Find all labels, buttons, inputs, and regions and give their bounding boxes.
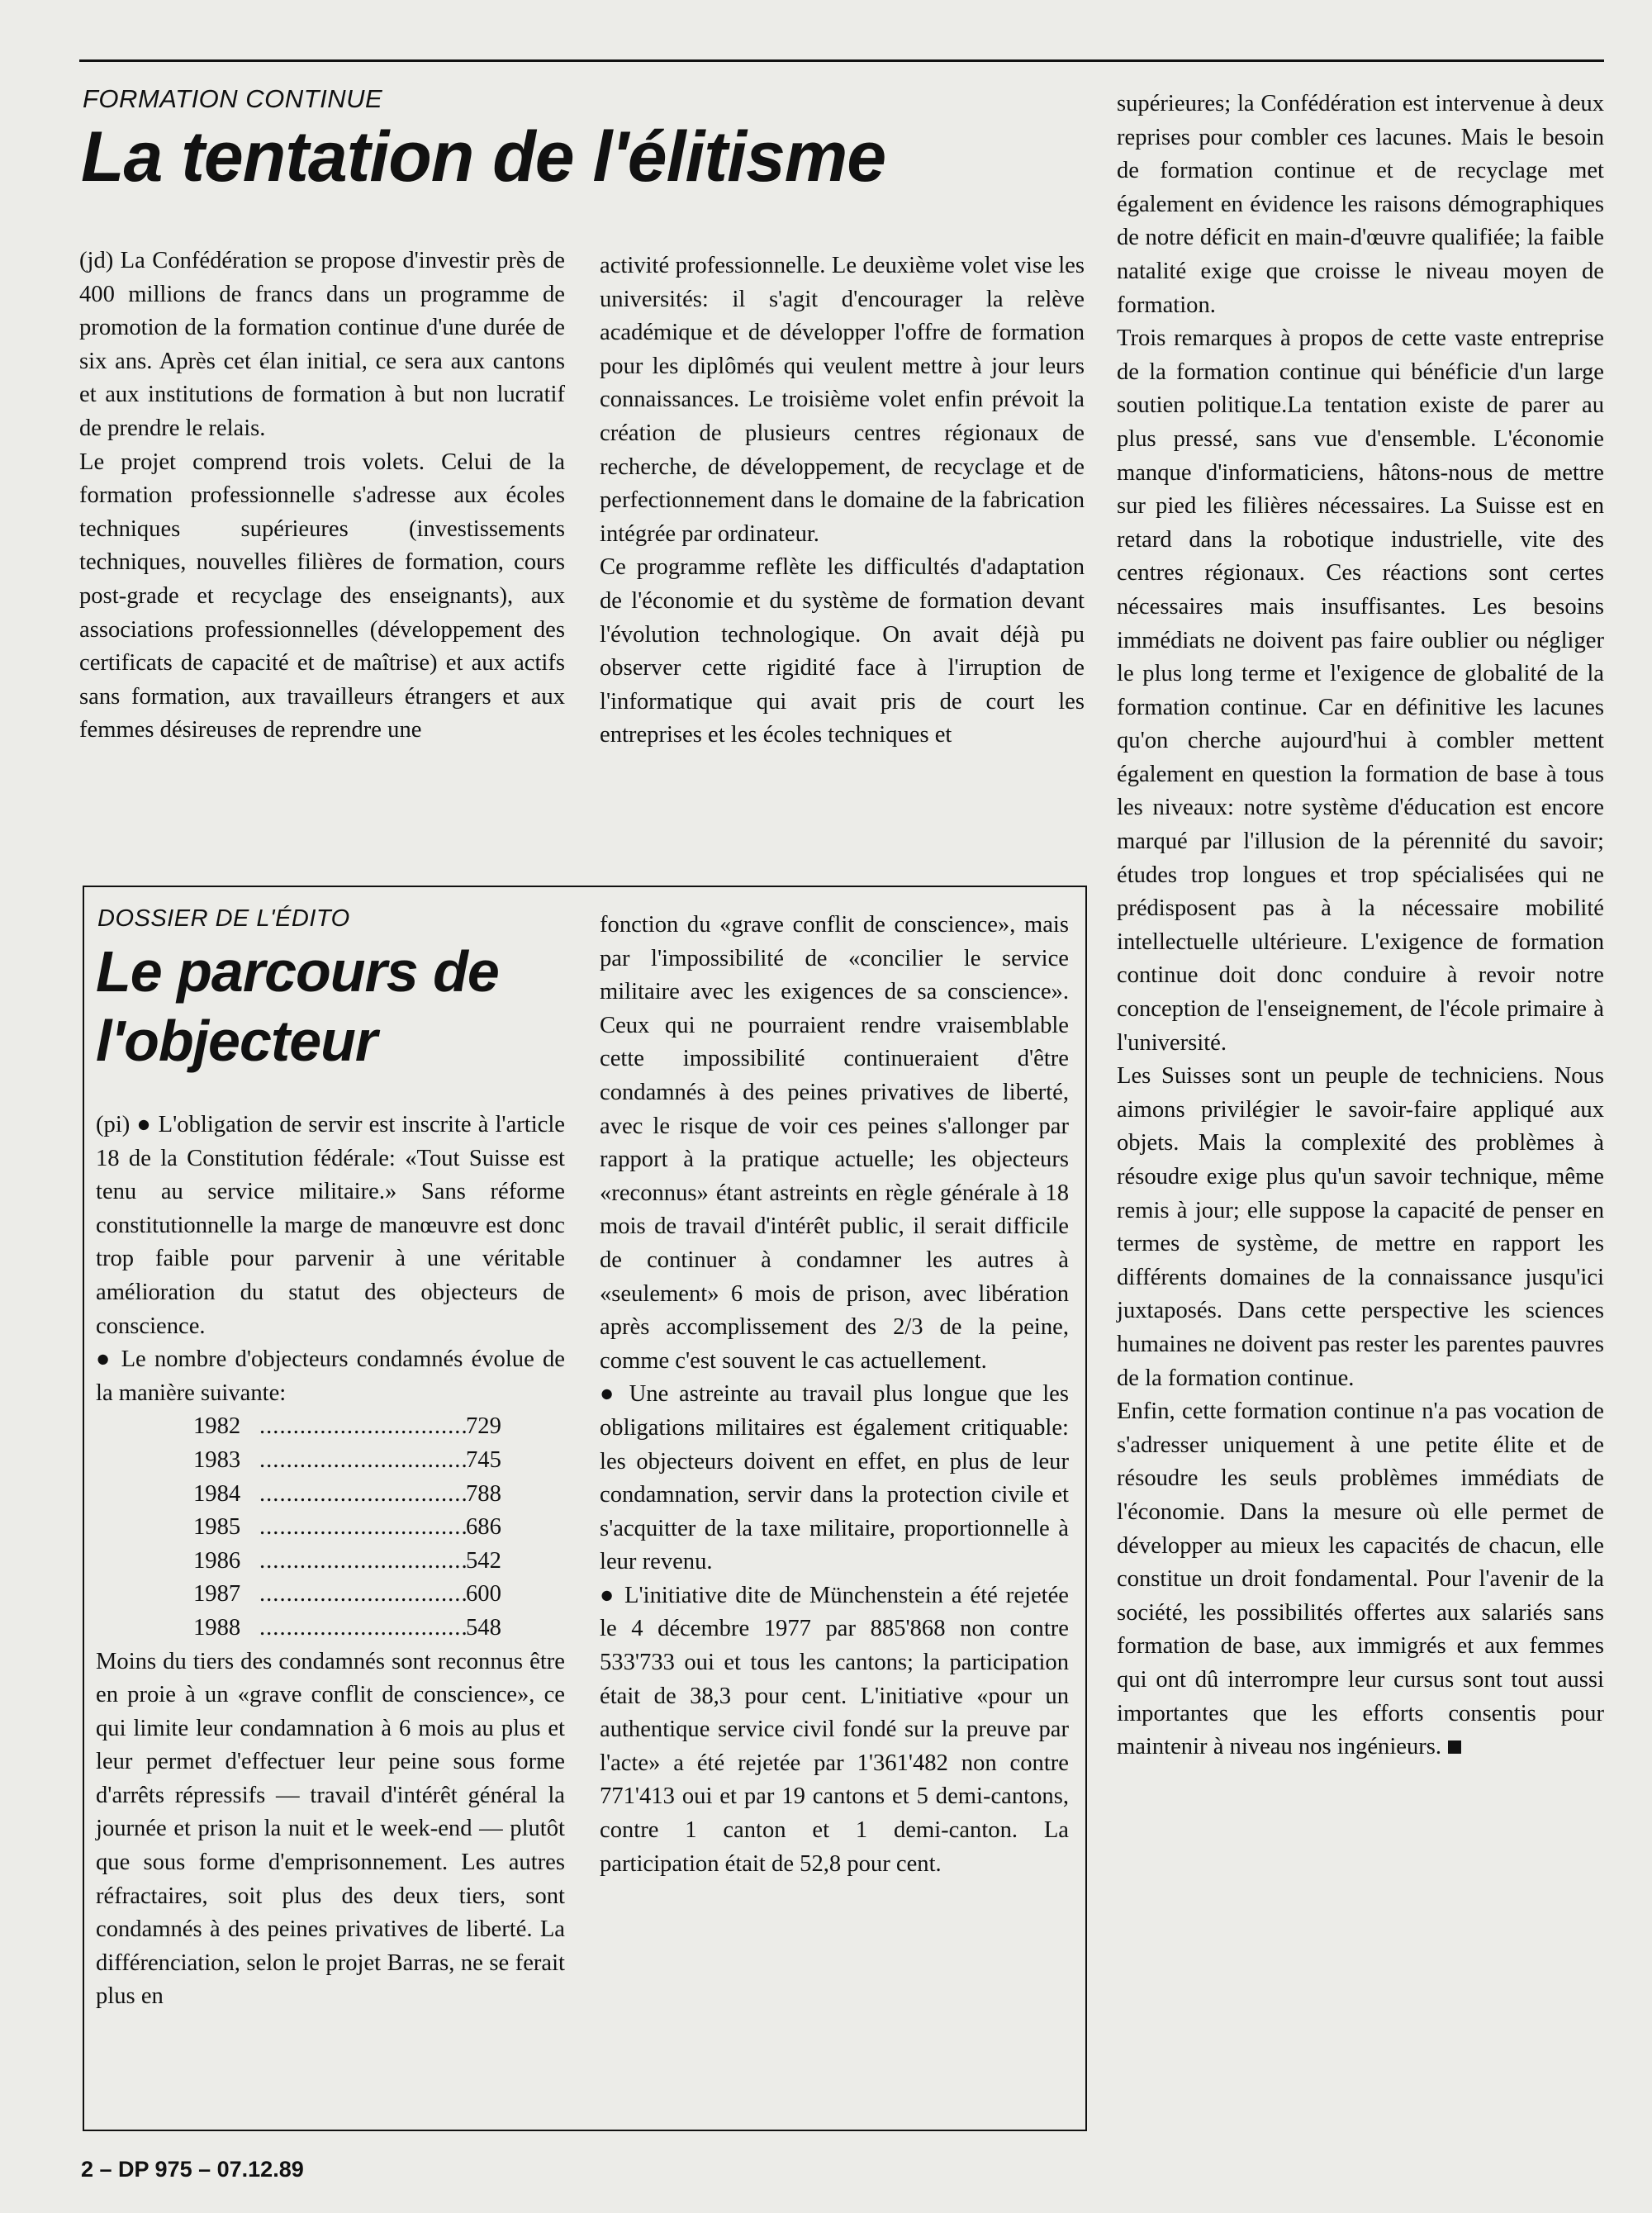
paragraph: Le projet comprend trois volets. Celui de la formation professionnelle s'adresse aux écoles techniques supérieures (investissements techniques, nouvelles filières de formation, cours post-grade et recyclage des enseignants), aux associations professionnelles (développement des certificats de capacité et de maîtrise) et aux actifs sans formation, aux travailleurs étrangers et aux femmes désireuses de reprendre une [79, 449, 565, 743]
stats-row [96, 1444, 515, 1478]
stats-leader-dots [259, 1545, 466, 1579]
stats-leader-dots [259, 1612, 466, 1646]
page-footer: 2 – DP 975 – 07.12.89 [81, 2157, 304, 2182]
stats-row [96, 1612, 515, 1646]
article-column-2 [600, 249, 1085, 753]
stats-row [96, 1478, 515, 1512]
stats-year: 1986 [193, 1547, 241, 1574]
stats-value: 745 [466, 1446, 501, 1473]
paragraph [1117, 1395, 1604, 1764]
paragraph: activité professionnelle. Le deuxième volet vise les universités: il s'agit d'encourager la relève académique et de développer l'offre de formation pour les diplômés qui veulent mettre à jour leurs connaissances. Le troisième volet enfin prévoit la création de plusieurs centres régionaux de recherche, de développement, de recyclage et de perfectionnement dans le domaine de la fabrication intégrée par ordinateur. [600, 253, 1085, 547]
paragraph: Ce programme reflète les difficultés d'adaptation de l'économie et du système de formation devant l'évolution technologique. On avait déjà pu observer cette rigidité face à l'irruption de l'informatique qui avait pris de court les entreprises et les écoles techniques et [600, 554, 1085, 748]
stats-year: 1984 [193, 1480, 241, 1507]
stats-leader-dots [259, 1578, 466, 1612]
dossier-kicker: DOSSIER DE L'ÉDITO [97, 905, 350, 932]
dossier-title-line-1: Le parcours de [96, 939, 499, 1004]
stats-leader-dots [259, 1478, 466, 1512]
stats-row [96, 1545, 515, 1579]
article-column-3 [1117, 88, 1604, 1764]
stats-value: 548 [466, 1614, 501, 1641]
dossier-column-2 [600, 909, 1069, 1881]
paragraph: Moins du tiers des condamnés sont reconnus être en proie à un «grave conflit de conscience», ce qui limite leur condamnation à 6 mois au plus et leur permet d'effectuer leur peine sous forme d'arrêts répressifs — travail d'intérêt général la journée et prison la nuit et le week-end — plutôt que sous forme d'emprisonnement. Les autres réfractaires, soit plus des deux tiers, sont condamnés à des peines privatives de liberté. La différenciation, selon le projet Barras, ne se ferait plus en [96, 1648, 565, 2010]
paragraph: Les Suisses sont un peuple de techniciens. Nous aimons privilégier le savoir-faire appliqué aux objets. Mais la complexité des problèmes à résoudre exige plus qu'un savoir technique, même remis à jour; elle suppose la capacité de penser en termes de système, de mettre en rapport les différents domaines de la connaissance jusqu'ici juxtaposés. Dans cette perspective les sciences humaines ne doivent pas rester les parentes pauvres de la formation continue. [1117, 1063, 1604, 1391]
stats-year: 1983 [193, 1446, 241, 1473]
stats-year: 1985 [193, 1514, 241, 1541]
paragraph: ● Une astreinte au travail plus longue que les obligations militaires est également critiquable: les objecteurs doivent en effet, en plus de leur condamnation, servir dans la protection civile et s'acquitter de la taxe militaire, proportionnelle à leur revenu. [600, 1381, 1069, 1575]
paragraph: ● Le nombre d'objecteurs condamnés évolue de la manière suivante: [96, 1346, 565, 1406]
stats-value: 729 [466, 1413, 501, 1440]
stats-year: 1987 [193, 1581, 241, 1608]
dossier-title-line-2: l'objecteur [96, 1009, 377, 1073]
stats-leader-dots [259, 1410, 466, 1444]
article-kicker: FORMATION CONTINUE [83, 84, 383, 113]
article-title: La tentation de l'élitisme [81, 117, 886, 197]
paragraph: fonction du «grave conflit de conscience», mais par l'impossibilité de «concilier le service militaire avec les exigences de sa conscience». Ceux qui ne pourraient rendre vraisemblable cette impossibilité continueraient d'être condamnés à des peines privatives de liberté, avec le risque de voir ces peines s'allonger par rapport à la pratique actuelle; les objecteurs «reconnus» étant astreints en règle générale à 18 mois de travail d'intérêt public, il serait difficile de continuer à condamner les autres à «seulement» 6 mois de prison, avec libération après accomplissement des 2/3 de la peine, comme c'est souvent le cas actuellement. [600, 912, 1069, 1374]
stats-leader-dots [259, 1444, 466, 1478]
stats-leader-dots [259, 1511, 466, 1545]
paragraph: (pi) ● L'obligation de servir est inscrite à l'article 18 de la Constitution fédérale: «Tout Suisse est tenu au service militaire.» Sans réforme constitutionnelle la marge de manœuvre est donc trop faible pour parvenir à une véritable amélioration du statut des objecteurs de conscience. [96, 1112, 565, 1339]
top-rule [79, 59, 1604, 62]
stats-year: 1982 [193, 1413, 241, 1440]
stats-row [96, 1410, 515, 1444]
objector-stats-list [96, 1410, 565, 1645]
stats-value: 542 [466, 1547, 501, 1574]
end-mark-icon [1448, 1740, 1461, 1754]
dossier-title [96, 937, 499, 1076]
stats-value: 600 [466, 1581, 501, 1608]
paragraph: ● L'initiative dite de Münchenstein a été rejetée le 4 décembre 1977 par 885'868 non contre 533'733 oui et tous les cantons; la participation était de 38,3 pour cent. L'initiative «pour un authentique service civil fondé sur la preuve par l'acte» a été rejetée par 1'361'482 non contre 771'413 oui et par 19 cantons et 5 demi-cantons, contre 1 canton et 1 demi-canton. La participation était de 52,8 pour cent. [600, 1582, 1069, 1877]
stats-value: 788 [466, 1480, 501, 1507]
stats-year: 1988 [193, 1614, 241, 1641]
paragraph: supérieures; la Confédération est intervenue à deux reprises pour combler ces lacunes. Mais le besoin de formation continue et de recyclage met également en évidence les raisons démographiques de notre déficit en main-d'œuvre qualifiée; la faible natalité exige que croisse le niveau moyen de formation. [1117, 91, 1604, 318]
article-column-1 [79, 245, 565, 748]
stats-row [96, 1511, 515, 1545]
paragraph: Trois remarques à propos de cette vaste entreprise de la formation continue qui bénéficie d'un large soutien politique.La tentation existe de parer au plus pressé, sans vue d'ensemble. L'économie manque d'informaticiens, hâtons-nous de mettre sur pied les filières nécessaires. La Suisse est en retard dans la robotique industrielle, vite des centres régionaux. Ces réactions sont certes nécessaires mais insuffisantes. Les besoins immédiats ne doivent pas faire oublier ou négliger le plus long terme et l'exigence de globalité de la formation continue. Car en définitive les lacunes qu'on cherche aujourd'hui à combler mettent également en question la formation de base à tous les niveaux: notre système d'éducation est encore marqué par l'illusion de la pérennité du savoir; études trop longues et trop spécialisées qui ne prédisposent pas à la nécessaire mobilité intellectuelle ultérieure. L'exigence de formation continue doit donc conduire à revoir notre conception de l'enseignement, de l'école primaire à l'université. [1117, 325, 1604, 1056]
paragraph: (jd) La Confédération se propose d'investir près de 400 millions de francs dans un programme de promotion de la formation continue d'une durée de six ans. Après cet élan initial, ce sera aux cantons et aux institutions de formation à but non lucratif de prendre le relais. [79, 248, 565, 441]
stats-value: 686 [466, 1514, 501, 1541]
paragraph-text: Enfin, cette formation continue n'a pas vocation de s'adresser uniquement à une petite élite et de résoudre les seuls problèmes immédiats de l'économie. Dans la mesure où elle permet de développer au mieux les capacités de chacun, elle constitue un droit fondamental. Pour l'avenir de la société, les possibilités offertes aux salariés sans formation de base, aux immigrés et aux femmes qui ont dû interrompre leur cursus sont tout aussi importantes que les efforts consentis pour maintenir à niveau nos ingénieurs. [1117, 1399, 1604, 1760]
stats-row [96, 1578, 515, 1612]
dossier-column-1 [96, 1109, 565, 2014]
